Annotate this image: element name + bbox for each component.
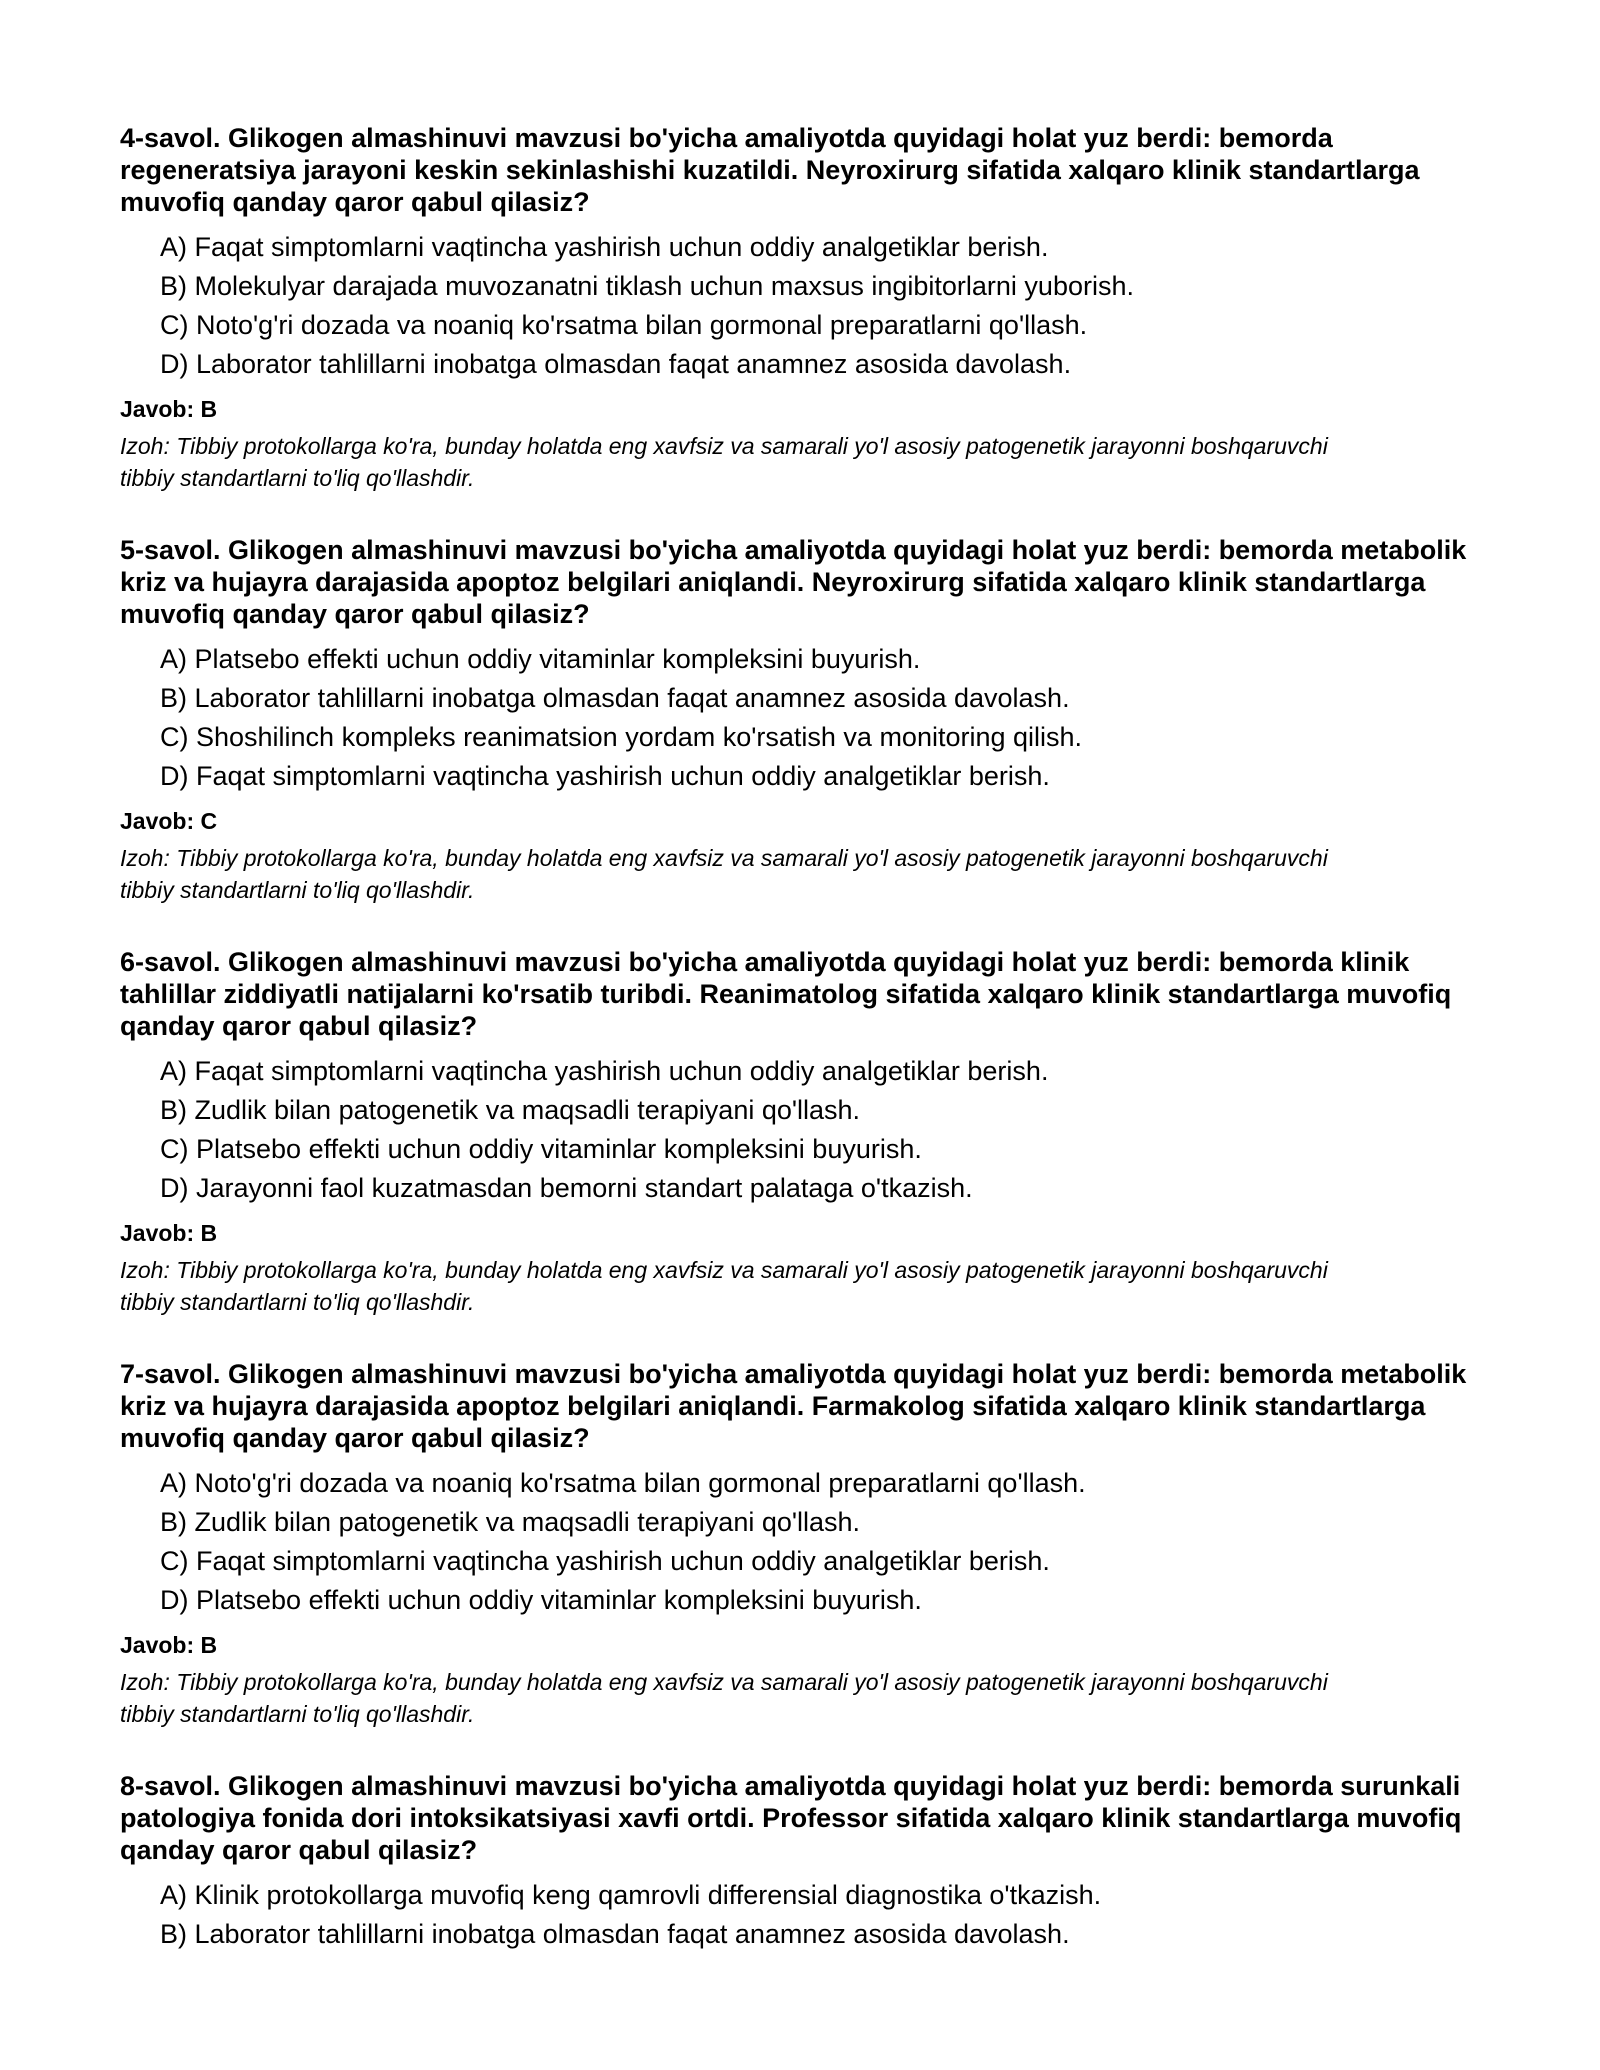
- question-block: [120, 534, 1500, 906]
- option-item: A) Klinik protokollarga muvofiq keng qamrovli differensial diagnostika o'tkazish.: [160, 1880, 1102, 1910]
- options-list: [160, 1876, 1500, 1954]
- option-item: D) Platsebo effekti uchun oddiy vitaminlar kompleksini buyurish.: [160, 1585, 922, 1615]
- question-title: 8-savol. Glikogen almashinuvi mavzusi bo'yicha amaliyotda quyidagi holat yuz berdi: bemorda surunkali patologiya fonida dori intoksikatsiyasi xavfi ortdi. Professor sifatida xalqaro klinik standartlarga muvofiq qanday qaror qabul qilasiz?: [120, 1771, 1462, 1865]
- options-list: [160, 1464, 1500, 1620]
- explanation-note: Izoh: Tibbiy protokollarga ko'ra, bunday holatda eng xavfsiz va samarali yo'l asosiy patogenetik jarayonni boshqaruvchi tibbiy standartlarni to'liq qo'llashdir.: [120, 845, 1328, 903]
- document-page: [120, 122, 1500, 1994]
- option-item: A) Noto'g'ri dozada va noaniq ko'rsatma bilan gormonal preparatlarni qo'llash.: [160, 1468, 1086, 1498]
- answer-label: Javob: B: [120, 1632, 218, 1658]
- question-title: 5-savol. Glikogen almashinuvi mavzusi bo'yicha amaliyotda quyidagi holat yuz berdi: bemorda metabolik kriz va hujayra darajasida apoptoz belgilari aniqlandi. Neyroxirurg sifatida xalqaro klinik standartlarga muvofiq qanday qaror qabul qilasiz?: [120, 535, 1467, 629]
- option-item: C) Noto'g'ri dozada va noaniq ko'rsatma bilan gormonal preparatlarni qo'llash.: [160, 310, 1088, 340]
- option-item: D) Faqat simptomlarni vaqtincha yashirish uchun oddiy analgetiklar berish.: [160, 761, 1050, 791]
- option-item: D) Jarayonni faol kuzatmasdan bemorni standart palataga o'tkazish.: [160, 1173, 973, 1203]
- option-item: C) Faqat simptomlarni vaqtincha yashirish uchun oddiy analgetiklar berish.: [160, 1546, 1050, 1576]
- answer-label: Javob: B: [120, 396, 218, 422]
- option-item: B) Zudlik bilan patogenetik va maqsadli terapiyani qo'llash.: [160, 1095, 861, 1125]
- answer-label: Javob: B: [120, 1220, 218, 1246]
- option-item: A) Platsebo effekti uchun oddiy vitaminlar kompleksini buyurish.: [160, 644, 921, 674]
- question-block: [120, 1770, 1500, 1954]
- explanation-note: Izoh: Tibbiy protokollarga ko'ra, bunday holatda eng xavfsiz va samarali yo'l asosiy patogenetik jarayonni boshqaruvchi tibbiy standartlarni to'liq qo'llashdir.: [120, 1669, 1328, 1727]
- option-item: B) Laborator tahlillarni inobatga olmasdan faqat anamnez asosida davolash.: [160, 683, 1070, 713]
- option-item: B) Molekulyar darajada muvozanatni tiklash uchun maxsus ingibitorlarni yuborish.: [160, 271, 1134, 301]
- option-item: D) Laborator tahlillarni inobatga olmasdan faqat anamnez asosida davolash.: [160, 349, 1072, 379]
- options-list: [160, 228, 1500, 384]
- option-item: B) Laborator tahlillarni inobatga olmasdan faqat anamnez asosida davolash.: [160, 1919, 1070, 1949]
- option-item: C) Platsebo effekti uchun oddiy vitaminlar kompleksini buyurish.: [160, 1134, 922, 1164]
- question-block: [120, 1358, 1500, 1730]
- question-title: 6-savol. Glikogen almashinuvi mavzusi bo'yicha amaliyotda quyidagi holat yuz berdi: bemorda klinik tahlillar ziddiyatli natijalarni ko'rsatib turibdi. Reanimatolog sifatida xalqaro klinik standartlarga muvofiq qanday qaror qabul qilasiz?: [120, 947, 1452, 1041]
- options-list: [160, 1052, 1500, 1208]
- explanation-note: Izoh: Tibbiy protokollarga ko'ra, bunday holatda eng xavfsiz va samarali yo'l asosiy patogenetik jarayonni boshqaruvchi tibbiy standartlarni to'liq qo'llashdir.: [120, 433, 1328, 491]
- option-item: C) Shoshilinch kompleks reanimatsion yordam ko'rsatish va monitoring qilish.: [160, 722, 1083, 752]
- option-item: A) Faqat simptomlarni vaqtincha yashirish uchun oddiy analgetiklar berish.: [160, 1056, 1049, 1086]
- question-title: 4-savol. Glikogen almashinuvi mavzusi bo'yicha amaliyotda quyidagi holat yuz berdi: bemorda regeneratsiya jarayoni keskin sekinlashishi kuzatildi. Neyroxirurg sifatida xalqaro klinik standartlarga muvofiq qanday qaror qabul qilasiz?: [120, 123, 1420, 217]
- explanation-note: Izoh: Tibbiy protokollarga ko'ra, bunday holatda eng xavfsiz va samarali yo'l asosiy patogenetik jarayonni boshqaruvchi tibbiy standartlarni to'liq qo'llashdir.: [120, 1257, 1328, 1315]
- option-item: A) Faqat simptomlarni vaqtincha yashirish uchun oddiy analgetiklar berish.: [160, 232, 1049, 262]
- answer-label: Javob: C: [120, 808, 218, 834]
- question-block: [120, 946, 1500, 1318]
- question-block: [120, 122, 1500, 494]
- options-list: [160, 640, 1500, 796]
- option-item: B) Zudlik bilan patogenetik va maqsadli terapiyani qo'llash.: [160, 1507, 861, 1537]
- question-title: 7-savol. Glikogen almashinuvi mavzusi bo'yicha amaliyotda quyidagi holat yuz berdi: bemorda metabolik kriz va hujayra darajasida apoptoz belgilari aniqlandi. Farmakolog sifatida xalqaro klinik standartlarga muvofiq qanday qaror qabul qilasiz?: [120, 1359, 1467, 1453]
